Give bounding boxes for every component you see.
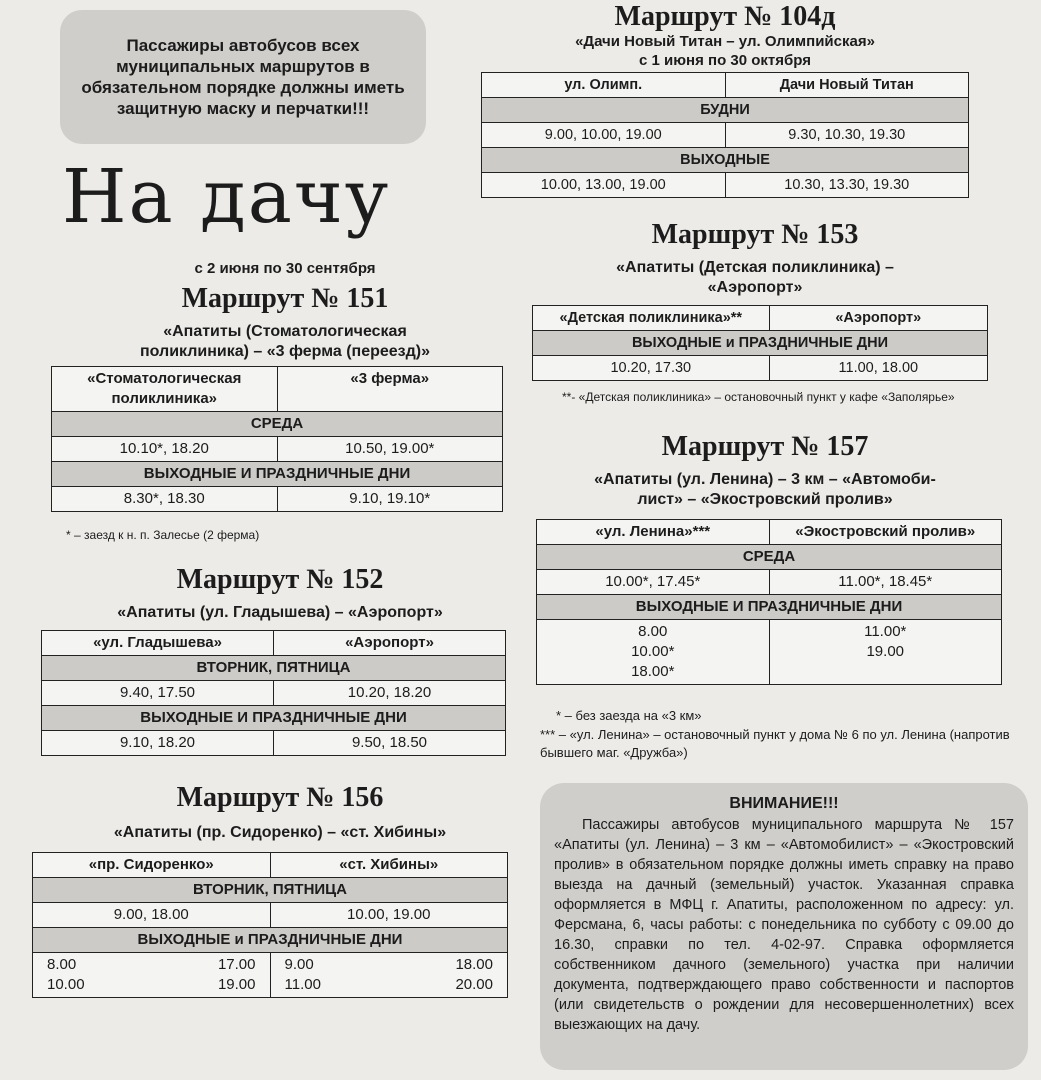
route-151-col-b: «3 ферма» xyxy=(277,367,503,412)
mask-notice-text: Пассажиры автобусов всех муниципальных маршрутов в обязательном порядке должны иметь защитную маску и перчатки!!! xyxy=(81,36,405,118)
route-153-band1-a: 10.20, 17.30 xyxy=(533,356,770,381)
route-157-time: 8.00 xyxy=(638,623,668,640)
route-157-time: 19.00 xyxy=(866,643,905,660)
route-157-band1: СРЕДА xyxy=(537,545,1002,570)
route-151-band2: ВЫХОДНЫЕ И ПРАЗДНИЧНЫЕ ДНИ xyxy=(52,462,503,487)
route-153-col-b: «Аэропорт» xyxy=(769,306,987,331)
route-156-band1-a: 9.00, 18.00 xyxy=(33,903,271,928)
route-104-title: Маршрут № 104д xyxy=(614,1,836,32)
mask-notice-box xyxy=(60,10,426,144)
warning-box xyxy=(540,783,1028,1070)
route-153-band1-b: 11.00, 18.00 xyxy=(769,356,987,381)
route-152-band1-a: 9.40, 17.50 xyxy=(42,681,274,706)
route-157-title: Маршрут № 157 xyxy=(661,431,869,462)
route-157-note1: * – без заезда на «3 км» xyxy=(556,708,702,723)
route-156-band1-b: 10.00, 19.00 xyxy=(270,903,508,928)
route-157-subtitle-line2: лист» – «Экостровский пролив» xyxy=(637,491,893,508)
route-152-band2-a: 9.10, 18.20 xyxy=(42,731,274,756)
route-157-band2: ВЫХОДНЫЕ И ПРАЗДНИЧНЫЕ ДНИ xyxy=(537,595,1002,620)
route-156-title: Маршрут № 156 xyxy=(176,782,384,813)
route-156-time: 9.00 xyxy=(284,956,314,973)
route-151-band1-b: 10.50, 19.00* xyxy=(277,437,503,462)
route-157-band2-a-cell xyxy=(537,620,770,685)
route-152-table xyxy=(41,630,506,756)
route-152-subtitle: «Апатиты (ул. Гладышева) – «Аэропорт» xyxy=(117,604,443,621)
route-156-time: 8.00 xyxy=(47,956,77,973)
route-151-col-a: «Стоматологическая поликлиника» xyxy=(52,367,278,412)
route-153-title: Маршрут № 153 xyxy=(651,219,859,250)
route-104-period: с 1 июня по 30 октября xyxy=(638,52,812,69)
route-104-band2-a: 10.00, 13.00, 19.00 xyxy=(482,173,726,198)
route-104-band2: ВЫХОДНЫЕ xyxy=(482,148,969,173)
route-152-band1: ВТОРНИК, ПЯТНИЦА xyxy=(42,656,506,681)
route-104-subtitle-line: «Дачи Новый Титан – ул. Олимпийская» xyxy=(575,33,875,50)
route-156-band2-a-cell xyxy=(33,953,271,998)
main-period: с 2 июня по 30 сентября xyxy=(194,260,376,277)
route-151-band2-a: 8.30*, 18.30 xyxy=(52,487,278,512)
route-157-table xyxy=(536,519,1002,685)
warning-body: Пассажиры автобусов муниципального маршрута № 157 «Апатиты (ул. Ленина) – 3 км – «Автомобилист» – «Экостровский пролив» в обязательном порядке должны иметь справку на право выезда на дачный (земельный) участок. Указанная справка оформляется в МФЦ г. Апатиты, расположенном по адресу: ул. Ферсмана, 6, часы работы: с понедельника по субботу с 09.00 до 16.30, справки по тел. 4-02-97. Справка оформляется собственником дачного (земельного) участка при наличии документа, подтверждающего право собственности и паспортов (или свидетельств о рождении для несовершеннолетних) всех выезжающих на дачу. xyxy=(554,817,1014,1033)
route-156-time: 19.00 xyxy=(217,976,256,993)
route-151-band1: СРЕДА xyxy=(52,412,503,437)
route-104-subtitle xyxy=(480,32,970,70)
route-151-band1-a: 10.10*, 18.20 xyxy=(52,437,278,462)
route-157-subtitle-line1: «Апатиты (ул. Ленина) – 3 км – «Автомоби- xyxy=(594,471,936,488)
route-157-col-b: «Экостровский пролив» xyxy=(769,520,1002,545)
route-156-table xyxy=(32,852,508,998)
route-156-time: 18.00 xyxy=(455,956,493,973)
route-156-band2: ВЫХОДНЫЕ и ПРАЗДНИЧНЫЕ ДНИ xyxy=(33,928,508,953)
route-104-band1-a: 9.00, 10.00, 19.00 xyxy=(482,123,726,148)
route-156-time: 11.00 xyxy=(284,976,321,993)
route-152-col-b: «Аэропорт» xyxy=(274,631,506,656)
route-157-band2-b-cell xyxy=(769,620,1002,685)
route-157-subtitle xyxy=(520,470,1010,510)
route-104-table xyxy=(481,72,969,198)
route-156-time: 10.00 xyxy=(47,976,85,993)
route-157-time: 11.00* xyxy=(864,623,907,640)
route-151-subtitle-line2: поликлиника) – «3 ферма (переезд)» xyxy=(139,343,431,360)
route-104-band1: БУДНИ xyxy=(482,98,969,123)
route-153-note: **- «Детская поликлиника» – остановочный пункт у кафе «Заполярье» xyxy=(562,390,955,404)
route-152-title: Маршрут № 152 xyxy=(176,564,384,595)
route-157-time: 18.00* xyxy=(631,663,675,680)
route-152-col-a: «ул. Гладышева» xyxy=(42,631,274,656)
route-153-subtitle-line1: «Апатиты (Детская поликлиника) – xyxy=(616,259,894,276)
route-104-band1-b: 9.30, 10.30, 19.30 xyxy=(725,123,969,148)
route-153-col-a: «Детская поликлиника»** xyxy=(533,306,770,331)
route-157-time: 10.00* xyxy=(631,643,675,660)
route-153-subtitle-line2: «Аэропорт» xyxy=(707,279,803,296)
route-156-col-a: «пр. Сидоренко» xyxy=(33,853,271,878)
route-157-band1-b: 11.00*, 18.45* xyxy=(769,570,1002,595)
route-156-time: 20.00 xyxy=(455,976,493,993)
route-153-table xyxy=(532,305,988,381)
route-151-band2-b: 9.10, 19.10* xyxy=(277,487,503,512)
route-152-band2: ВЫХОДНЫЕ И ПРАЗДНИЧНЫЕ ДНИ xyxy=(42,706,506,731)
route-157-band1-a: 10.00*, 17.45* xyxy=(537,570,770,595)
route-151-subtitle-line1: «Апатиты (Стоматологическая xyxy=(163,323,407,340)
route-151-subtitle xyxy=(60,322,510,362)
page-title: На дачу xyxy=(62,154,391,240)
route-151-note: * – заезд к н. п. Залесье (2 ферма) xyxy=(66,528,260,542)
route-156-subtitle: «Апатиты (пр. Сидоренко) – «ст. Хибины» xyxy=(113,824,447,841)
route-157-col-a: «ул. Ленина»*** xyxy=(537,520,770,545)
route-153-band1: ВЫХОДНЫЕ и ПРАЗДНИЧНЫЕ ДНИ xyxy=(533,331,988,356)
route-104-band2-b: 10.30, 13.30, 19.30 xyxy=(725,173,969,198)
route-104-col-b: Дачи Новый Титан xyxy=(725,73,969,98)
route-156-band2-b-cell xyxy=(270,953,508,998)
route-152-band2-b: 9.50, 18.50 xyxy=(274,731,506,756)
route-104-col-a: ул. Олимп. xyxy=(482,73,726,98)
route-156-band1: ВТОРНИК, ПЯТНИЦА xyxy=(33,878,508,903)
route-152-band1-b: 10.20, 18.20 xyxy=(274,681,506,706)
route-156-time: 17.00 xyxy=(217,956,256,973)
route-156-col-b: «ст. Хибины» xyxy=(270,853,508,878)
route-153-subtitle xyxy=(510,258,1000,298)
route-151-table xyxy=(51,366,503,512)
route-157-note2: *** – «ул. Ленина» – остановочный пункт у дома № 6 по ул. Ленина (напротив бывшего маг. «Дружба») xyxy=(540,727,1010,760)
warning-title: ВНИМАНИЕ!!! xyxy=(729,795,839,812)
route-151-title: Маршрут № 151 xyxy=(181,283,389,314)
